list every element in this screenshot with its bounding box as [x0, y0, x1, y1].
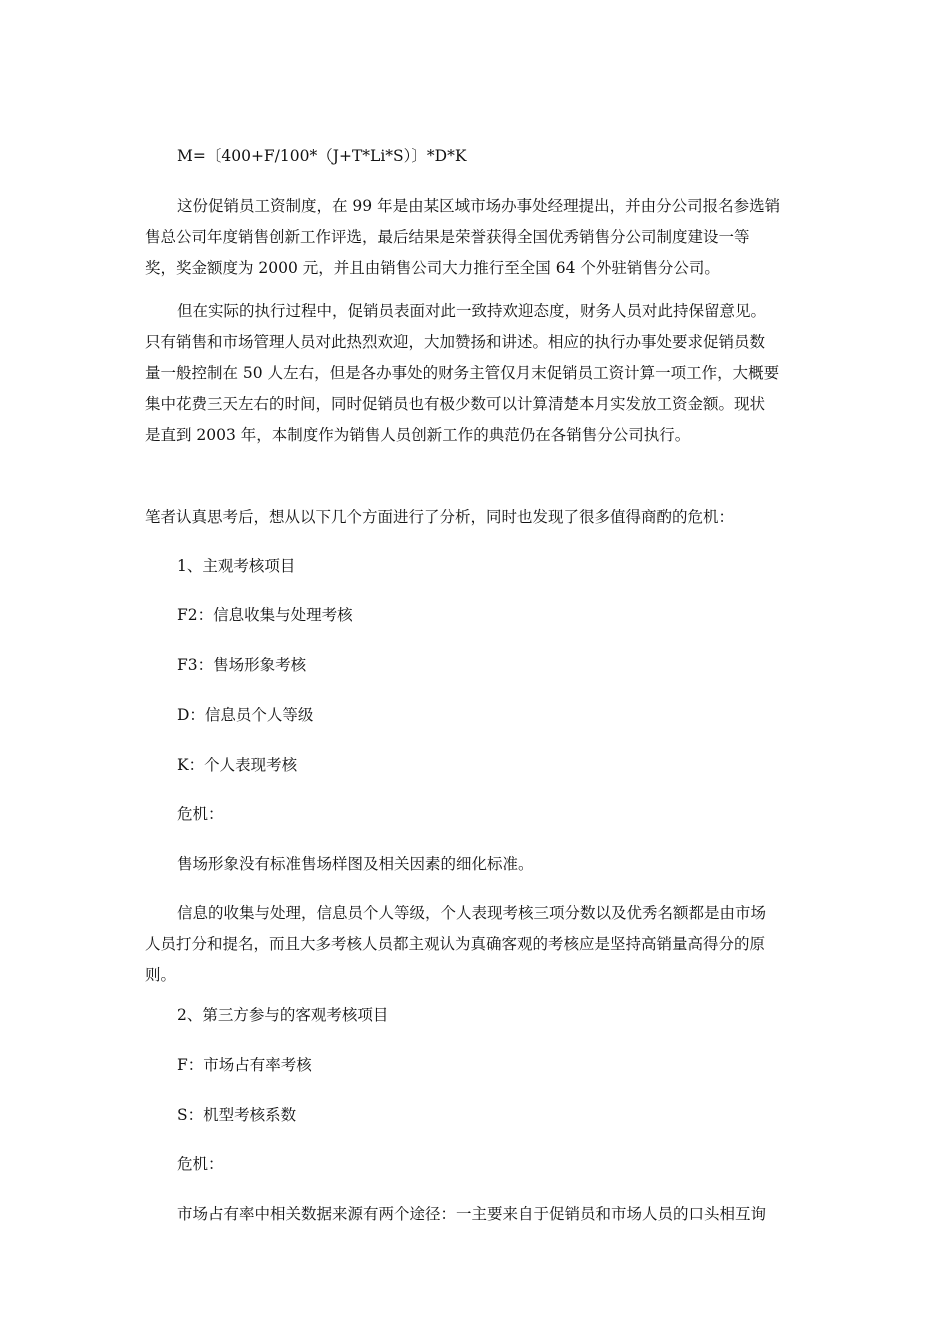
paragraph-line: 只有销售和市场管理人员对此热烈欢迎，大加赞扬和讲述。相应的执行办事处要求促销员数: [145, 333, 766, 351]
paragraph-line: 集中花费三天左右的时间，同时促销员也有极少数可以计算清楚本月实发放工资金额。现状: [145, 395, 766, 413]
item-s: S：机型考核系数: [177, 1106, 297, 1124]
crisis-label-1: 危机：: [177, 805, 224, 823]
paragraph-line: 人员打分和提名，而且大多考核人员都主观认为真确客观的考核应是坚持高销量高得分的原: [145, 935, 766, 953]
crisis-text-1: 售场形象没有标准售场样图及相关因素的细化标准。: [177, 855, 534, 873]
item-f: F：市场占有率考核: [177, 1056, 312, 1074]
paragraph-line: 则。: [145, 966, 177, 984]
item-f2: F2：信息收集与处理考核: [177, 606, 353, 624]
salary-formula: M=〔400+F/100*（J+T*Li*S）〕*D*K: [177, 147, 467, 165]
paragraph-line: 奖，奖金额度为 2000 元，并且由销售公司大力推行至全国 64 个外驻销售分公司。: [145, 259, 720, 277]
heading-subjective-items: 1、主观考核项目: [177, 557, 296, 575]
paragraph-line: 这份促销员工资制度，在 99 年是由某区域市场办事处经理提出，并由分公司报名参选销: [177, 197, 781, 215]
paragraph-line: 是直到 2003 年，本制度作为销售人员创新工作的典范仍在各销售分公司执行。: [145, 426, 691, 444]
paragraph-line: 量一般控制在 50 人左右，但是各办事处的财务主管仅月末促销员工资计算一项工作，大概要: [145, 364, 780, 382]
paragraph-subjective-scoring: [145, 898, 825, 991]
paragraph-salary-system-origin: [145, 191, 825, 284]
item-f3: F3：售场形象考核: [177, 656, 307, 674]
paragraph-market-share-data: 市场占有率中相关数据来源有两个途径：一主要来自于促销员和市场人员的口头相互询: [177, 1205, 767, 1223]
item-d: D：信息员个人等级: [177, 706, 314, 724]
paragraph-execution-process: [145, 296, 825, 451]
paragraph-line: 但在实际的执行过程中，促销员表面对此一致持欢迎态度，财务人员对此持保留意见。: [177, 302, 767, 320]
paragraph-line: 售总公司年度销售创新工作评选，最后结果是荣誉获得全国优秀销售分公司制度建设一等: [145, 228, 750, 246]
heading-third-party-items: 2、第三方参与的客观考核项目: [177, 1006, 389, 1024]
crisis-label-2: 危机：: [177, 1155, 224, 1173]
paragraph-analysis-intro: 笔者认真思考后，想从以下几个方面进行了分析，同时也发现了很多值得商酌的危机：: [145, 508, 735, 526]
item-k: K：个人表现考核: [177, 756, 298, 774]
paragraph-line: 信息的收集与处理，信息员个人等级，个人表现考核三项分数以及优秀名额都是由市场: [177, 904, 767, 922]
